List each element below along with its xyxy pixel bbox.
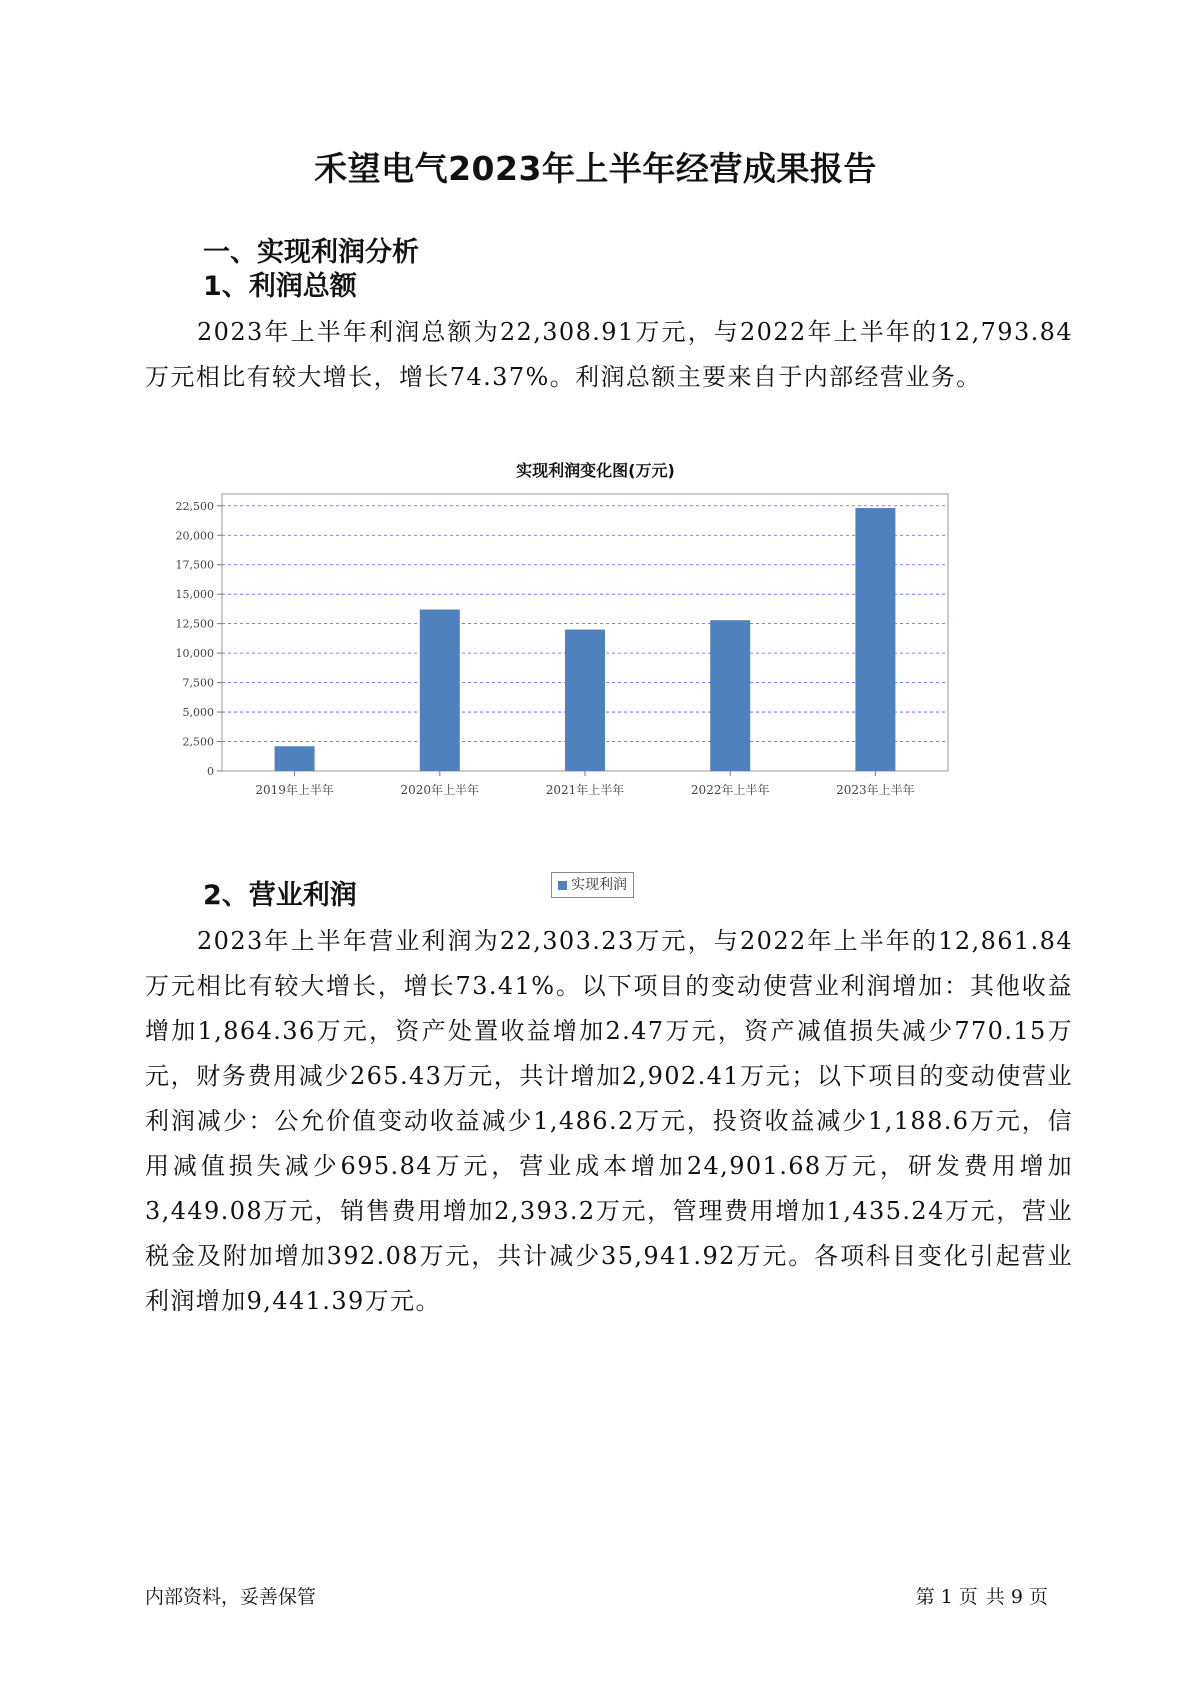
y-tick-label: 10,000 xyxy=(175,647,214,661)
x-tick-label: 2023年上半年 xyxy=(836,783,915,797)
x-tick-label: 2022年上半年 xyxy=(690,783,770,797)
page-number: 1 xyxy=(940,1586,953,1608)
x-tick-label: 2020年上半年 xyxy=(400,783,480,797)
chart-legend xyxy=(551,872,634,898)
subsection-heading-total-profit: 1、利润总额 xyxy=(203,271,357,302)
section-heading: 一、实现利润分析 xyxy=(203,237,419,268)
bar xyxy=(855,508,895,771)
bar xyxy=(565,630,605,771)
footer-page-indicator xyxy=(916,1582,1048,1609)
x-tick-label: 2019年上半年 xyxy=(255,783,334,797)
chart-title: 实现利润变化图(万元) xyxy=(516,461,675,480)
y-tick-label: 5,000 xyxy=(182,706,214,720)
page-suffix: 页 xyxy=(958,1586,978,1608)
total-pages: 9 xyxy=(1010,1586,1023,1608)
y-tick-label: 12,500 xyxy=(175,617,214,631)
y-tick-label: 2,500 xyxy=(182,735,214,749)
total-prefix: 共 xyxy=(985,1586,1005,1608)
legend-swatch xyxy=(558,881,567,890)
y-tick-label: 22,500 xyxy=(175,499,214,513)
total-suffix: 页 xyxy=(1028,1586,1048,1608)
legend-label: 实现利润 xyxy=(571,877,627,893)
paragraph-operating-profit: 2023年上半年营业利润为22,303.23万元，与2022年上半年的12,861.84万元相比有较大增长，增长73.41%。以下项目的变动使营业利润增加：其他收益增加1,864.36万元，资产处置收益增加2.47万元，资产减值损失减少770.15万元，财务费用减少265.43万元，共计增加2,902.41万元；以下项目的变动使营业利润减少：公允价值变动收益减少1,486.2万元，投资收益减少1,188.6万元，信用减值损失减少695.84万元，营业成本增加24,901.68万元，研发费用增加3,449.08万元，销售费用增加2,393.2万元，管理费用增加1,435.24万元，营业税金及附加增加392.08万元，共计减少35,941.92万元。各项科目变化引起营业利润增加9,441.39万元。 xyxy=(145,927,1073,1315)
footer-confidential-note: 内部资料，妥善保管 xyxy=(145,1586,317,1608)
paragraph-total-profit: 2023年上半年利润总额为22,308.91万元，与2022年上半年的12,793.84万元相比有较大增长，增长74.37%。利润总额主要来自于内部经营业务。 xyxy=(145,318,1073,391)
bar xyxy=(420,610,460,771)
y-tick-label: 20,000 xyxy=(175,529,214,543)
x-tick-label: 2021年上半年 xyxy=(545,783,625,797)
bar xyxy=(710,620,750,771)
bar xyxy=(275,746,315,771)
y-tick-label: 0 xyxy=(207,765,214,778)
subsection-heading-operating-profit: 2、营业利润 xyxy=(203,880,357,911)
page-title: 禾望电气2023年上半年经营成果报告 xyxy=(314,149,877,188)
profit-bar-chart xyxy=(160,488,950,818)
y-tick-label: 15,000 xyxy=(175,588,214,602)
y-tick-label: 7,500 xyxy=(182,676,214,690)
y-tick-label: 17,500 xyxy=(175,558,214,572)
page-prefix: 第 xyxy=(915,1586,935,1608)
